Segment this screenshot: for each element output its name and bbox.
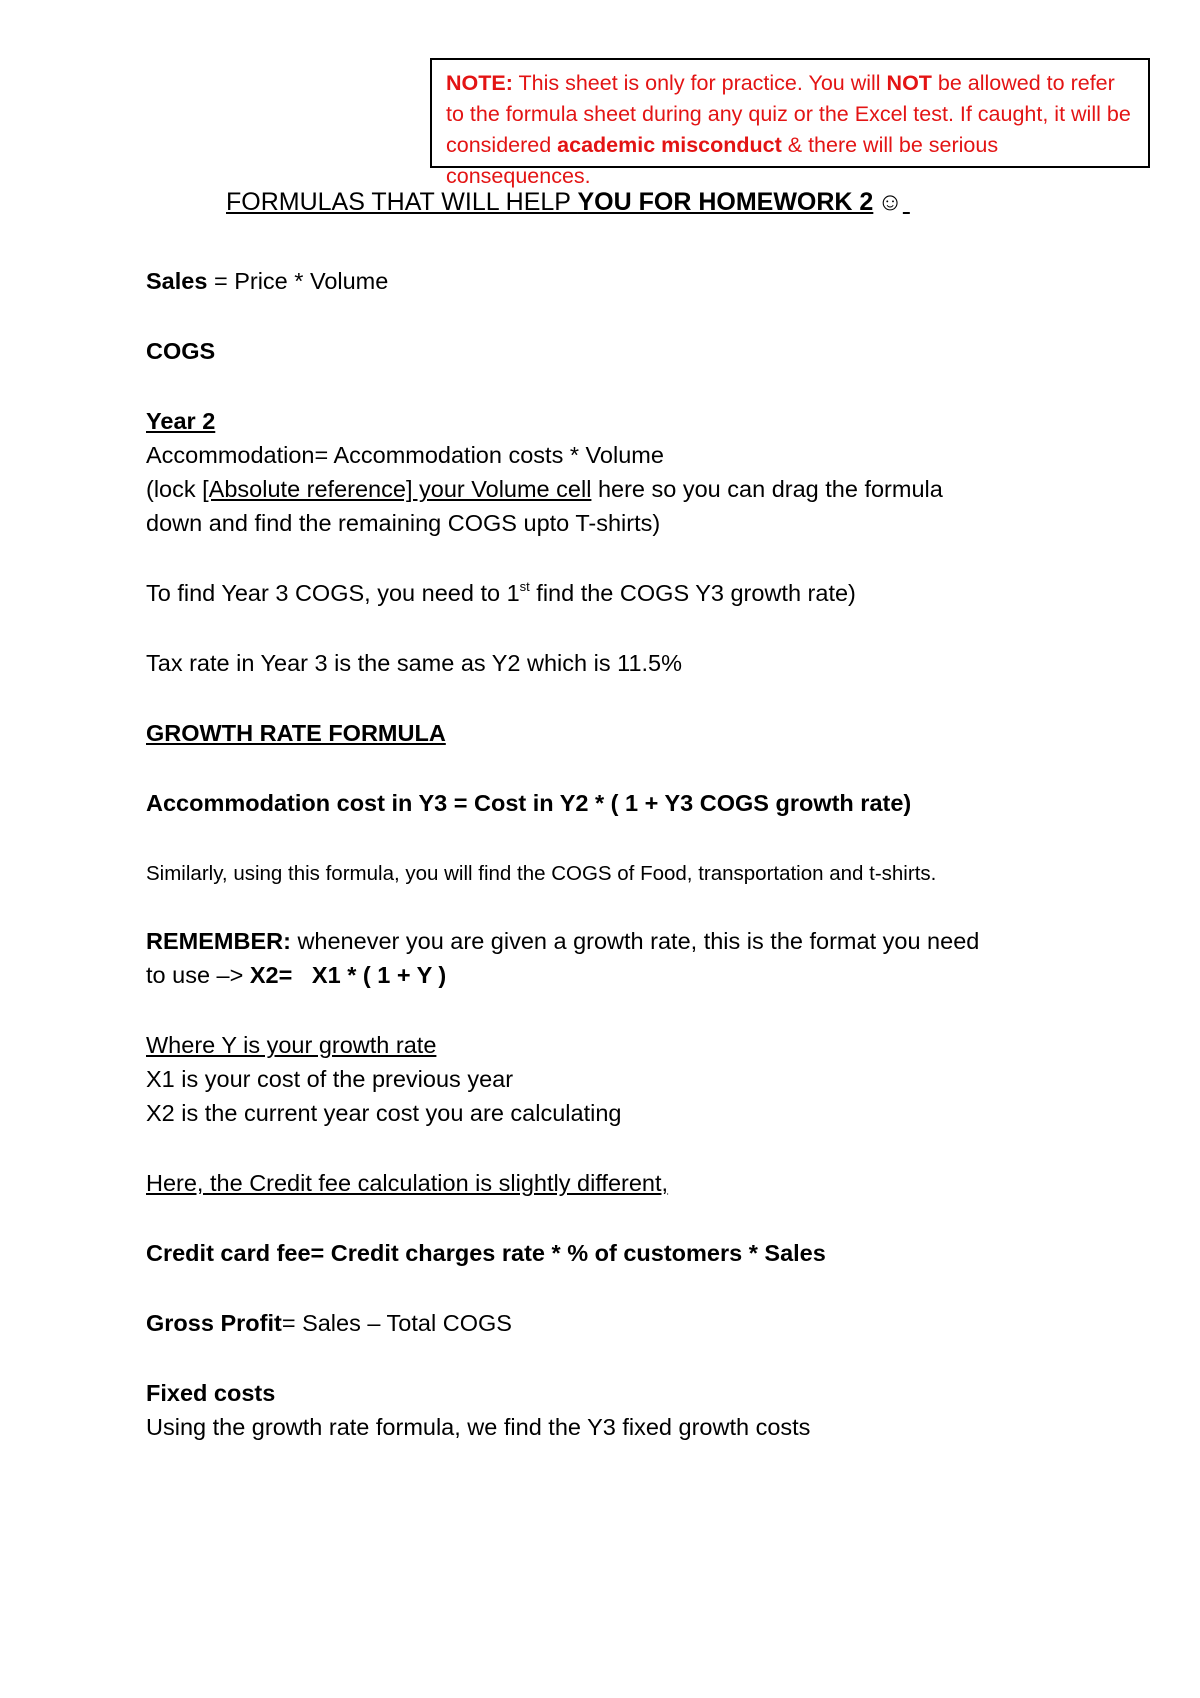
similarly-line: Similarly, using this formula, you will find the COGS of Food, transportation and t-shirts.: [146, 862, 937, 885]
accommodation-formula: Accommodation cost in Y3 = Cost in Y2 * ( 1 + Y3 COGS growth rate): [146, 790, 912, 816]
remember-line-2-a: to use –>: [146, 962, 250, 988]
gross-profit-label: Gross Profit: [146, 1310, 282, 1336]
remember-rest: whenever you are given a growth rate, this is the format you need: [290, 928, 980, 954]
cogs-heading: COGS: [146, 338, 216, 364]
smiley-icon: ☺: [877, 188, 903, 216]
note-text-1: This sheet is only for practice. You will: [512, 71, 887, 95]
growth-rate-heading: GROWTH RATE FORMULA: [146, 720, 446, 746]
credit-card-formula: Credit card fee= Credit charges rate * % of customers * Sales: [146, 1240, 826, 1266]
note-label: NOTE:: [446, 71, 513, 95]
where-line-3: X2 is the current year cost you are calculating: [146, 1100, 622, 1126]
year2-line-1: Accommodation= Accommodation costs * Volume: [146, 442, 664, 468]
year3-cogs-a: To find Year 3 COGS, you need to 1: [146, 580, 520, 606]
year3-cogs-b: find the COGS Y3 growth rate): [529, 580, 856, 606]
fixed-costs-line: Using the growth rate formula, we find the Y3 fixed growth costs: [146, 1414, 811, 1440]
year3-cogs-sup: st: [519, 579, 530, 594]
sales-rest: = Price * Volume: [207, 268, 389, 294]
absolute-reference-text: [Absolute reference] your Volume cell: [202, 476, 592, 502]
note-misconduct: academic misconduct: [557, 133, 782, 157]
note-text-3: & there will be serious consequences.: [446, 133, 999, 188]
year2-heading: Year 2: [146, 408, 216, 434]
credit-note: Here, the Credit fee calculation is slightly different,: [146, 1170, 669, 1196]
where-line-1: Where Y is your growth rate: [146, 1032, 437, 1058]
remember-line-1: [146, 928, 979, 955]
warning-note-box: [430, 58, 1150, 188]
title-part-1: FORMULAS THAT WILL HELP: [226, 188, 578, 216]
sales-formula: [146, 268, 388, 295]
gross-profit-rest: = Sales – Total COGS: [281, 1310, 512, 1336]
where-line-2: X1 is your cost of the previous year: [146, 1066, 514, 1092]
x2-formula: X2= X1 * ( 1 + Y ): [249, 962, 447, 988]
title-part-2: YOU FOR HOMEWORK 2: [577, 188, 874, 216]
tax-rate-line: Tax rate in Year 3 is the same as Y2 which is 11.5%: [146, 650, 683, 676]
sales-label: Sales: [146, 268, 208, 294]
fixed-costs-heading: Fixed costs: [146, 1380, 276, 1406]
year3-cogs-line: [146, 580, 856, 607]
gross-profit-line: [146, 1310, 512, 1337]
year2-line-2-c: here so you can drag the formula: [591, 476, 943, 502]
page-title: [226, 188, 910, 217]
year2-line-3: down and find the remaining COGS upto T-shirts): [146, 510, 661, 536]
year2-line-2: [146, 476, 943, 503]
note-not: NOT: [886, 71, 932, 95]
remember-line-2: [146, 962, 446, 989]
remember-label: REMEMBER:: [146, 928, 291, 954]
year2-line-2-a: (lock: [146, 476, 203, 502]
note-text-2: be allowed to refer to the formula sheet during any quiz or the Excel test. If caught, it will be considered: [446, 71, 1131, 157]
